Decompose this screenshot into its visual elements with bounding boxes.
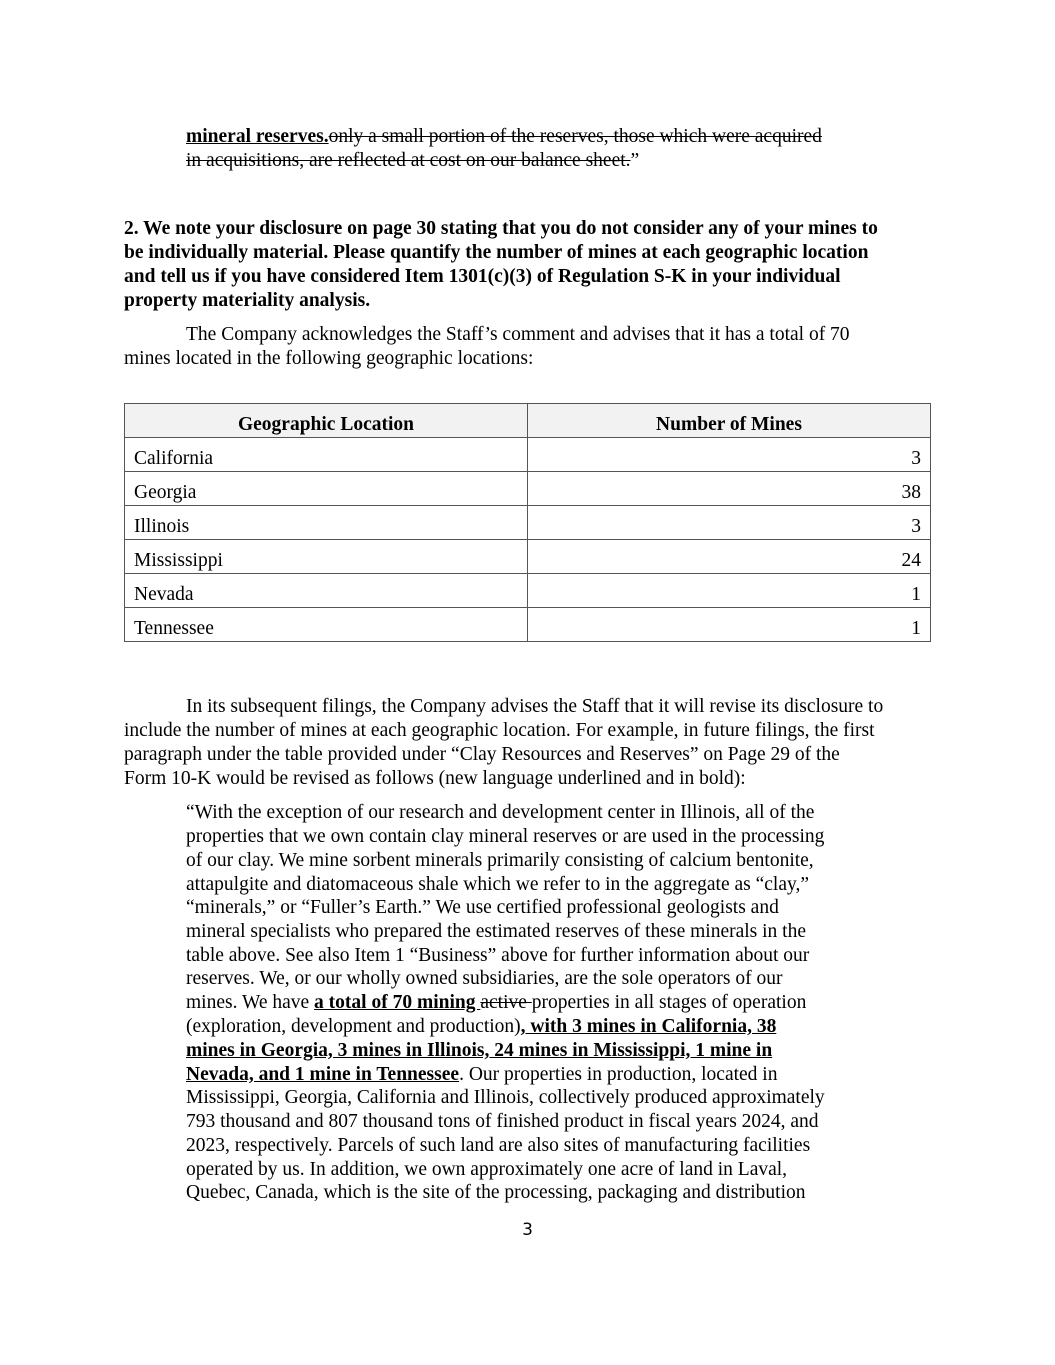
comment-line: property materiality analysis.	[124, 290, 371, 311]
location-cell: Nevada	[125, 574, 528, 608]
response-line: mines located in the following geographic locations:	[124, 348, 534, 369]
deleted-text: only a small portion of the reserves, those which were acquired	[328, 126, 822, 147]
inserted-text: , with 3 mines in California, 38	[520, 1016, 777, 1037]
quote-line: 793 thousand and 807 thousand tons of finished product in fiscal years 2024, and	[186, 1111, 819, 1132]
table-row	[125, 574, 931, 608]
quote-line: “minerals,” or “Fuller’s Earth.” We use certified professional geologists and	[186, 897, 779, 918]
column-header: Number of Mines	[528, 404, 931, 438]
mines-count-cell: 1	[528, 608, 931, 642]
column-header: Geographic Location	[125, 404, 528, 438]
response-line: The Company acknowledges the Staff’s comment and advises that it has a total of 70	[186, 324, 850, 345]
inserted-text: a total of 70 mining	[314, 992, 481, 1013]
quote-line: attapulgite and diatomaceous shale which we refer to in the aggregate as “clay,”	[186, 874, 810, 895]
table-row	[125, 472, 931, 506]
page-number: 3	[522, 1220, 533, 1240]
table-header-row	[125, 404, 931, 438]
location-cell: Tennessee	[125, 608, 528, 642]
quote-line: properties that we own contain clay mineral reserves or are used in the processing	[186, 826, 825, 847]
comment-line: and tell us if you have considered Item 1301(c)(3) of Regulation S-K in your individual	[124, 266, 841, 287]
table-row	[125, 608, 931, 642]
quote-line: 2023, respectively. Parcels of such land are also sites of manufacturing facilities	[186, 1135, 811, 1156]
carryover-line-2: in acquisitions, are reflected at cost on our balance sheet.”	[186, 150, 640, 171]
quote-line: mineral specialists who prepared the estimated reserves of these minerals in the	[186, 921, 806, 942]
quote-line: (exploration, development and production), with 3 mines in California, 38	[186, 1016, 777, 1037]
carryover-line-1	[186, 125, 822, 149]
response-line: In its subsequent filings, the Company advises the Staff that it will revise its disclosure to	[186, 696, 884, 717]
mines-count-cell: 38	[528, 472, 931, 506]
quote-line: reserves. We, or our wholly owned subsidiaries, are the sole operators of our	[186, 968, 783, 989]
table-row	[125, 506, 931, 540]
quote-line: table above. See also Item 1 “Business” above for further information about our	[186, 945, 810, 966]
quote-line: of our clay. We mine sorbent minerals primarily consisting of calcium bentonite,	[186, 850, 814, 871]
quote-line: Mississippi, Georgia, California and Illinois, collectively produced approximately	[186, 1087, 825, 1108]
comment-line: be individually material. Please quantify the number of mines at each geographic location	[124, 242, 869, 263]
inserted-text: mines in Georgia, 3 mines in Illinois, 24 mines in Mississippi, 1 mine in	[186, 1040, 773, 1061]
mines-count-cell: 3	[528, 506, 931, 540]
quote-line: Quebec, Canada, which is the site of the processing, packaging and distribution	[186, 1182, 806, 1203]
inserted-text: mineral reserves.	[186, 126, 329, 147]
quote-line	[186, 1039, 772, 1063]
mines-count-cell: 1	[528, 574, 931, 608]
deleted-text: active	[480, 992, 532, 1013]
response-line: include the number of mines at each geographic location. For example, in future filings, the first	[124, 720, 875, 741]
location-cell: Georgia	[125, 472, 528, 506]
quote-line: “With the exception of our research and development center in Illinois, all of the	[186, 802, 815, 823]
mines-count-cell: 24	[528, 540, 931, 574]
quote-line: mines. We have a total of 70 mining active properties in all stages of operation	[186, 992, 807, 1013]
response-line: Form 10-K would be revised as follows (new language underlined and in bold):	[124, 768, 746, 789]
location-cell: California	[125, 438, 528, 472]
quote-line: operated by us. In addition, we own approximately one acre of land in Laval,	[186, 1159, 788, 1180]
location-cell: Illinois	[125, 506, 528, 540]
mines-by-location-table	[124, 403, 931, 642]
table-row	[125, 438, 931, 472]
location-cell: Mississippi	[125, 540, 528, 574]
comment-line: 2. We note your disclosure on page 30 stating that you do not consider any of your mines to	[124, 218, 878, 239]
response-line: paragraph under the table provided under “Clay Resources and Reserves” on Page 29 of the	[124, 744, 840, 765]
quote-line: Nevada, and 1 mine in Tennessee. Our properties in production, located in	[186, 1064, 778, 1085]
inserted-text: Nevada, and 1 mine in Tennessee	[186, 1064, 460, 1085]
table-row	[125, 540, 931, 574]
mines-count-cell: 3	[528, 438, 931, 472]
deleted-text: in acquisitions, are reflected at cost on our balance sheet.	[186, 150, 631, 171]
